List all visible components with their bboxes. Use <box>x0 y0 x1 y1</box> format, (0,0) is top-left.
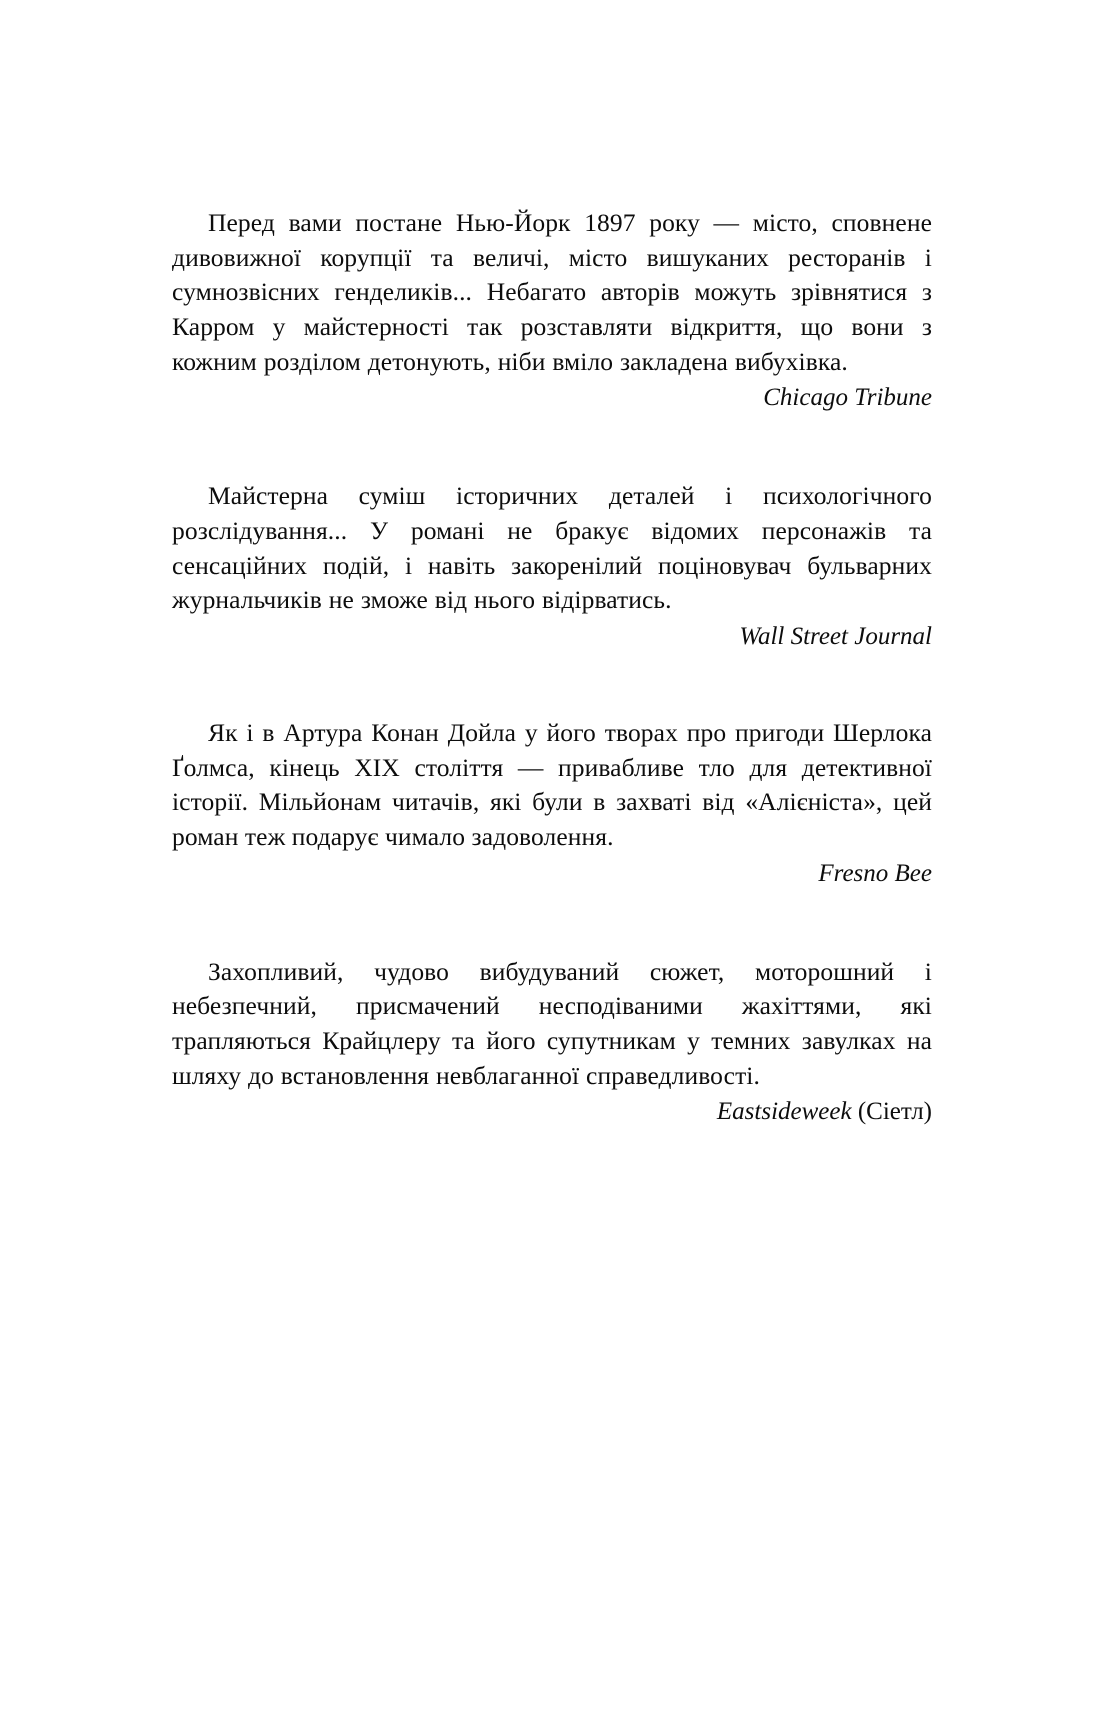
blurb-quote <box>172 716 932 891</box>
attribution-source: Eastsideweek <box>716 1098 852 1126</box>
blurb-text: Як і в Артура Конан Дойла у його творах про пригоди Шерлока Ґолмса, кінець XIX століття — привабливе тло для детективної історії. Мільйонам читачів, які були в захваті від «Алієніста», цей роман теж подарує чимало задоволення. <box>172 718 932 852</box>
spacer <box>172 449 932 479</box>
attribution-source: Wall Street Journal <box>739 623 932 651</box>
blurb-quote <box>172 479 932 654</box>
blurb-attribution <box>172 620 932 654</box>
attribution-suffix: (Сіетл) <box>851 1098 932 1126</box>
blurb-text: Захопливий, чудово вибудуваний сюжет, моторошний і небезпечний, присмачений несподіваними жахіттями, які трапляються Крайцлеру та його супутникам у темних завулках на шляху до встановлення невблаганної справедливості. <box>172 956 932 1090</box>
blurb-quote <box>172 206 932 415</box>
blurb-text: Майстерна суміш історичних деталей і психологічного розслідування... У романі не бракує відомих персонажів та сенсаційних подій, і навіть закоренілий поціновувач бульварних журнальчиків не зможе від нього відірватись. <box>172 481 932 615</box>
blurb-attribution <box>172 381 932 415</box>
blurb-text: Перед вами постане Нью-Йорк 1897 року — місто, сповнене дивовижної корупції та величі, місто вишуканих ресторанів і сумнозвісних генделиків... Небагато авторів можуть зрівнятися з Карром у майстерності так розставляти відкриття, що вони з кожним розділом детонують, ніби вміло закладена вибухівка. <box>172 208 932 376</box>
attribution-source: Chicago Tribune <box>763 384 932 412</box>
blurb-attribution <box>172 1095 932 1129</box>
spacer <box>172 925 932 955</box>
spacer <box>172 688 932 716</box>
blurb-quote <box>172 955 932 1130</box>
blurbs-container <box>172 206 932 1163</box>
attribution-source: Fresno Bee <box>818 859 932 887</box>
blurb-attribution <box>172 857 932 891</box>
